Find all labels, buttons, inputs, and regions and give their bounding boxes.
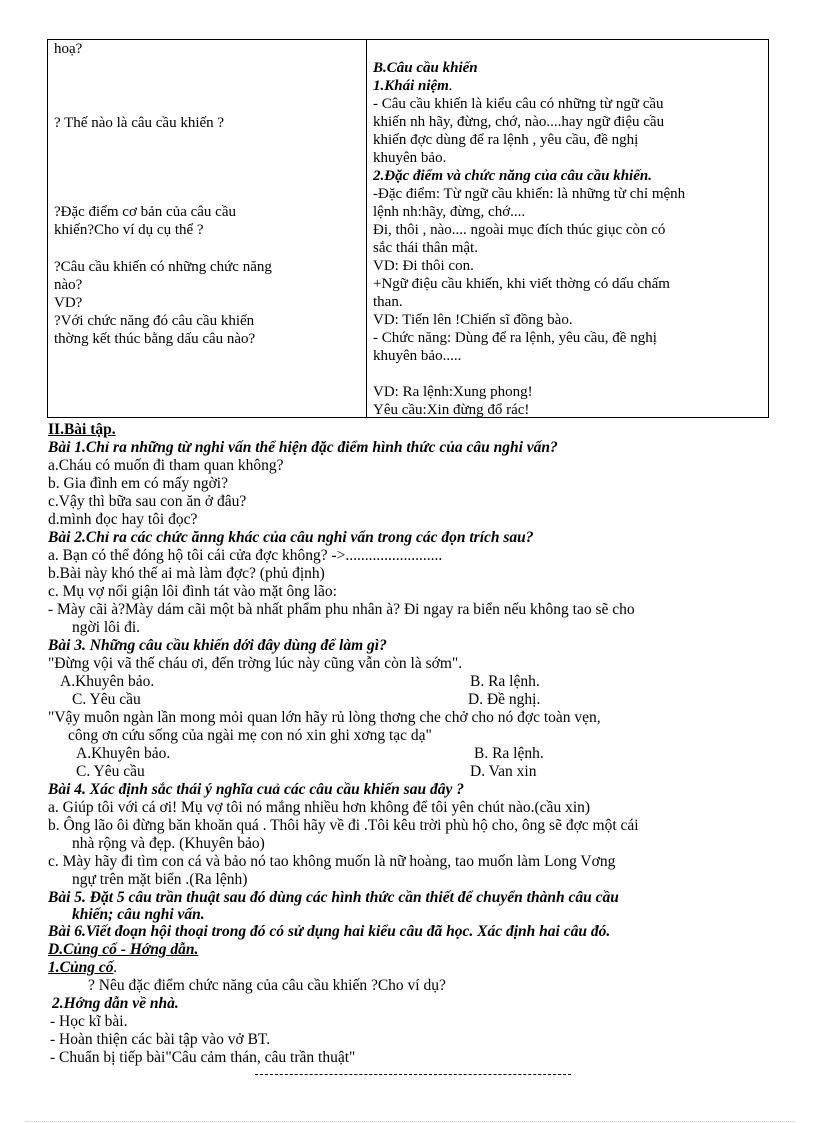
answer-line: - Chức năng: Dùng để ra lệnh, yêu cầu, đề nghị [373,330,657,346]
answer-line: than. [373,294,403,310]
lesson-table [47,39,769,418]
subsection-heading: 1.Khái niệm. [373,78,453,94]
exercise-item: b. Ông lão ôi đừng băn khoăn quá . Thôi hãy về đi .Tôi kêu trời phù hộ cho, ông sẽ đợc một cái [48,817,639,834]
exercise-item: c. Mày hãy đi tìm con cá và bảo nó tao không muốn là nữ hoàng, tao muốn làm Long Vơng [48,853,616,870]
quote: "Vậy muôn ngàn lần mong mỏi quan lớn hãy rủ lòng thơng che chở cho nó đợc toàn vẹn, [48,709,601,726]
section-heading: B.Câu cầu khiến [373,60,478,76]
quote: công ơn cứu sống của ngài mẹ con nó xin ghi xơng tạc dạ" [68,727,432,744]
answer-line: khiến đợc dùng để ra lệnh , yêu cầu, đề nghị [373,132,639,148]
exercise-item: a. Bạn có thể đóng hộ tôi cái cửa đợc không? ->......................... [48,547,443,564]
answer-line: sắc thái thân mật. [373,240,478,256]
quote: "Đừng vội vã thế cháu ơi, đến trờng lúc này cũng vẫn còn là sớm". [48,655,463,672]
answer-line: VD: Tiến lên !Chiến sĩ đồng bào. [373,312,573,328]
question-line: ? Thế nào là câu cầu khiến ? [54,115,225,131]
exercise-item: ngời lôi đi. [72,619,141,636]
question-line: VD? [54,295,83,311]
exercise-item: d.mình đọc hay tôi đọc? [48,511,198,528]
exercise-item: - Mày cãi à?Mày dám cãi một bà nhất phẩm phu nhân à? Đi ngay ra biển nếu không tao sẽ cho [48,601,635,618]
exercise-item: c. Mụ vợ nổi giận lôi đình tát vào mặt ông lão: [48,583,337,600]
answer-line: khuyên bảo..... [373,348,462,364]
question-line: nào? [54,277,83,293]
answer-line: khuyên bảo. [373,150,447,166]
question-line: khiến?Cho ví dụ cụ thể ? [54,222,204,238]
exercise-item: a. Giúp tôi với cá ơi! Mụ vợ tôi nó mắng nhiều hơn không để tôi yên chút nào.(cầu xin) [48,799,591,816]
answer-line: VD: Ra lệnh:Xung phong! [373,384,533,400]
exercise-6-heading: Bài 6.Viết đoạn hội thoại trong đó có sử dụng hai kiểu câu đã học. Xác định hai câu đó. [48,923,611,940]
consolidation-title: D.Củng cố - Hớng dẫn. [48,941,199,958]
exercises-title: II.Bài tập. [48,421,116,438]
subsection-heading: 2.Đặc điểm và chức năng của câu cầu khiến. [373,168,652,184]
exercise-1-heading: Bài 1.Chỉ ra những từ nghi vấn thể hiện đặc điểm hình thức của câu nghi vấn? [48,439,558,456]
homework-item: - Học kĩ bài. [50,1013,128,1030]
option: B. Ra lệnh. [474,745,544,762]
homework-item: - Chuẩn bị tiếp bài"Câu cảm thán, câu trần thuật" [50,1049,356,1066]
homework-item: - Hoàn thiện các bài tập vào vở BT. [50,1031,271,1048]
exercise-item: ngự trên mặt biển .(Ra lệnh) [72,871,248,888]
page-bottom-border [25,1121,795,1122]
option: C. Yêu cầu [76,763,145,780]
option: D. Van xin [470,763,537,780]
option: B. Ra lệnh. [470,673,540,690]
consolidation-question: ? Nêu đặc điểm chức năng của câu cầu khiến ?Cho ví dụ? [88,977,446,994]
end-separator [255,1074,571,1075]
question-line: thờng kết thúc bằng dấu câu nào? [54,331,256,347]
exercise-item: b. Gia đình em có mấy ngời? [48,475,228,492]
answer-line: lệnh nh:hãy, đừng, chớ.... [373,204,526,220]
answer-line: khiến nh hãy, đừng, chớ, nào....hay ngữ điệu cầu [373,114,665,130]
answer-line: +Ngữ điệu cầu khiến, khi viết thờng có dấu chấm [373,276,670,292]
exercise-5-heading-cont: khiến; câu nghi vấn. [72,906,205,923]
exercise-4-heading: Bài 4. Xác định sắc thái ý nghĩa cuả các câu cầu khiến sau đây ? [48,781,464,798]
question-line: ?Đặc điểm cơ bản của câu cầu [54,204,236,220]
answers-column [367,40,769,418]
exercise-5-heading: Bài 5. Đặt 5 câu trần thuật sau đó dùng các hình thức cần thiết để chuyển thành câu cầu [48,889,619,906]
answer-line: - Câu cầu khiến là kiểu câu có những từ ngữ cầu [373,96,664,112]
option: D. Đề nghị. [468,691,541,708]
exercise-item: b.Bài này khó thế ai mà làm đợc? (phủ định) [48,565,325,582]
questions-column [48,40,367,418]
answer-line: -Đặc điểm: Từ ngữ cầu khiến: là những từ chỉ mệnh [373,186,686,202]
exercise-item: nhà rộng và đẹp. (Khuyên bảo) [72,835,265,852]
answer-line: VD: Đi thôi con. [373,258,474,274]
option: C. Yêu cầu [72,691,141,708]
consolidation-subtitle: 1.Củng cố. [48,959,118,976]
answer-line: Yêu cầu:Xin đừng đổ rác! [373,402,530,418]
exercise-2-heading: Bài 2.Chỉ ra các chức ănng khác của câu nghi vấn trong các đọn trích sau? [48,529,534,546]
option: A.Khuyên bảo. [76,745,171,762]
exercise-item: a.Cháu có muốn đi tham quan không? [48,457,284,474]
question-line: ?Câu cầu khiến có những chức năng [54,259,272,275]
exercise-3-heading: Bài 3. Những câu cầu khiến dới đây dùng để làm gì? [48,637,387,654]
exercise-item: c.Vậy thì bữa sau con ăn ở đâu? [48,493,247,510]
answer-line: Đi, thôi , nào.... ngoài mục đích thúc giục còn có [373,222,666,238]
homework-subtitle: 2.Hớng dẫn về nhà. [52,995,179,1012]
option: A.Khuyên bảo. [60,673,155,690]
question-line: ?Với chức năng đó câu cầu khiến [54,313,255,329]
question-line: hoạ? [54,41,83,57]
